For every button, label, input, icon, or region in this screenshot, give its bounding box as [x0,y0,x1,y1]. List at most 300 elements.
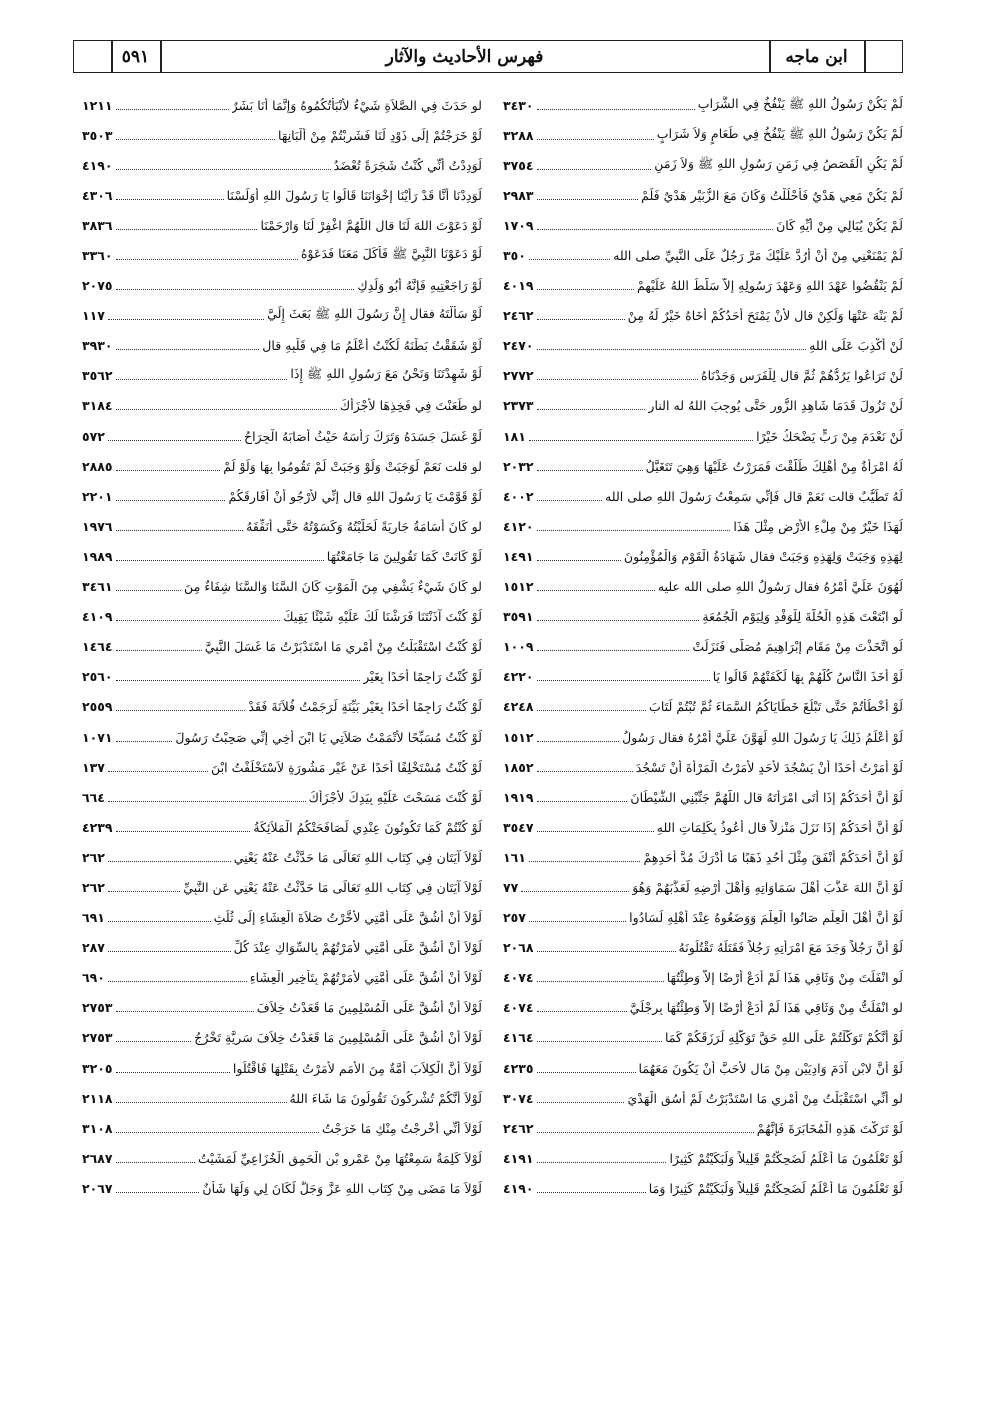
leader-dots [537,229,774,230]
index-entry [503,1173,903,1203]
entry-text: لَوْلاَ آيَتَانِ فِي كِتَابِ اللهِ تَعَالَى مَا حَدَّثْتُ عَنْهُ يَعْنِي عَنِ النَّبِيِّ [183,879,482,895]
hadith-number: ٢٨٧ [82,940,105,956]
index-entry [82,963,482,993]
leader-dots [537,379,698,380]
leader-dots [116,1072,230,1073]
entry-text: لَمْ يَكُنْ مَعِي هَدْيٌ فَأَحْلَلْتُ وَكَانَ مَعَ الزُّبَيْرِ هَدْيٌ فَلَمْ [641,187,903,203]
hadith-number: ٢٨٨٥ [82,458,113,474]
leader-dots [537,349,807,350]
hadith-number: ٤٣٠٦ [82,187,113,203]
hadith-number: ٢٦٨٧ [82,1150,113,1166]
hadith-number: ٣١٠٨ [82,1120,113,1136]
index-entry [82,1143,482,1173]
hadith-number: ٤١٦٤ [503,1030,534,1046]
index-entry [503,632,903,662]
index-entry [82,1173,482,1203]
entry-text: لَهَذَا خَيْرٌ مِنْ مِلْءِ الأَرْضِ مِثْلَ هَذَا [733,518,903,534]
index-entry [82,421,482,451]
index-entry [82,391,482,421]
leader-dots [537,500,603,501]
entry-text: لَوْلاَ أَنْ أَشُقَّ عَلَى الْمُسْلِمِينَ مَا قَعَدْتُ خِلاَفَ [256,1000,482,1016]
leader-dots [116,169,331,170]
index-entry [503,150,903,180]
entry-text: لَوْ أَنَّ رَجُلاً وَجَدَ مَعَ امْرَأَتِهِ رَجُلاً فَقَتَلَهُ تَقْتُلُونَهُ [678,940,903,956]
index-entry [503,180,903,210]
leader-dots [537,1041,662,1042]
hadith-number: ١٩٨٩ [82,548,113,564]
index-entry [82,331,482,361]
index-entry [503,782,903,812]
index-entry [503,391,903,421]
entry-text: لَوَدِدْتُ أَنِّي كُنْتُ شَجَرَةً تُعْضَدُ [333,157,482,173]
entry-text: لَوْ سَأَلْتَهُ فقال إِنَّ رَسُولَ اللهِ ﷺ بَعَثَ إِلَيَّ [267,306,482,322]
leader-dots [537,650,690,651]
index-entry [503,752,903,782]
hadith-number: ٢٢٠١ [82,488,113,504]
index-entry [503,993,903,1023]
index-entry [82,572,482,602]
leader-dots [537,801,628,802]
index-entry [503,722,903,752]
hadith-number: ٣٩٣٠ [82,338,113,354]
leader-dots [529,861,641,862]
hadith-number: ٥٧٢ [82,428,105,444]
page-header [73,40,903,73]
entry-text: لَوْلاَ أَنْ أَشُقَّ عَلَى أُمَّتِي لأَمَرْتُهُمْ بِالسِّوَاكِ عِنْدَ كُلِّ [233,940,482,956]
entry-text: لَوْ شَقَقْتُ بَطْنَهُ لَكُنْتُ أَعْلَمُ مَا فِي قَلْبِهِ قال [262,338,482,354]
entry-text: لَوْ أَنَّ أَحَدَكُمْ إِذَا أَتَى امْرَأَتَهُ قال اللَّهُمَّ جَنِّبْنِي الشَّيْطَانَ [630,789,903,805]
leader-dots [537,981,664,982]
entry-text: لَوْلاَ أَنْ أَشُقَّ عَلَى الْمُسْلِمِينَ مَا قَعَدْتُ خِلاَفَ سَرِيَّةٍ تَخْرُجُ [194,1030,482,1046]
hadith-number: ٣٥٠ [503,248,526,264]
leader-dots [537,620,700,621]
hadith-number: ٤٠٧٤ [503,970,534,986]
leader-dots [108,801,306,802]
index-entry [503,210,903,240]
index-entry [82,150,482,180]
hadith-number: ٣٥٦٢ [82,368,113,384]
index-entry [82,692,482,722]
entry-text: لَوْ كُنْتُمْ كَمَا تَكُونُونَ عِنْدِي لَصَافَحَتْكُمُ الْمَلاَئِكَةُ [253,819,482,835]
entry-text: لَهُوَنَ عَلَيَّ أَمْرُهُ فقال رَسُولُ اللهِ صلى الله عليه [657,579,903,595]
page-number: ٥٩١ [121,46,150,67]
hadith-number: ١٠٧١ [82,729,113,745]
index-entry [82,1113,482,1143]
hadith-number: ٣٤٣٠ [503,97,534,113]
entry-text: لَمْ يَنْقُضُوا عَهْدَ اللهِ وَعَهْدَ رَسُولِهِ إِلاَّ سَلَّطَ اللهُ عَلَيْهِمْ [636,278,903,294]
hadith-number: ٤١٠٩ [82,609,113,625]
index-entry [503,572,903,602]
entry-text: لَوْلاَ أَنَّ الْكِلاَبَ أُمَّةٌ مِنَ الأُمَمِ لأَمَرْتُ بِقَتْلِهَا فَاقْتُلُوا [232,1060,482,1076]
hadith-number: ٢٧٧٢ [503,368,534,384]
entry-text: لَمْ يَكُنْ رَسُولُ اللهِ ﷺ يَنْفُخُ فِي طَعَامٍ وَلاَ شَرَابٍ [656,125,903,141]
entry-text: لَوْ تَعْلَمُونَ مَا أَعْلَمُ لَضَحِكْتُمْ قَلِيلاً وَلَبَكَيْتُمْ كَثِيرًا [669,1150,903,1166]
entry-text: لَوْ تَعْلَمُونَ مَا أَعْلَمُ لَضَحِكْتُمْ قَلِيلاً وَلَبَكَيْتُمْ كَثِيرًا وَمَا [648,1180,903,1196]
entry-text: لَوْ رَاجَعْتِيهِ فَإِنَّهُ أَبُو وَلَدِكِ [357,278,482,294]
entry-text: لَنْ أَكْذِبَ عَلَى اللهِ [809,338,903,354]
leader-dots [116,1162,195,1163]
index-entry [503,331,903,361]
hadith-number: ٤٠٧٤ [503,1000,534,1016]
hadith-number: ٣٥٩١ [503,609,534,625]
entry-text: لَوْ كُنْتُ مُسَبِّحًا لأَتْمَمْتُ صَلاَتِي يَا ابْنَ أَخِي إِنِّي صَحِبْتُ رَسُولَ [175,729,482,745]
leader-dots [116,1102,287,1103]
leader-dots [537,1192,646,1193]
entry-text: لَوْ أَنَّ أَحَدَكُمْ أَنْفَقَ مِثْلَ أُحُدٍ ذَهَبًا مَا أَدْرَكَ مُدَّ أَحَدِهِمْ [643,849,903,865]
index-entry [503,120,903,150]
leader-dots [537,1072,636,1073]
hadith-number: ١٩١٩ [503,789,534,805]
entry-text: لِهَذِهِ وَجَبَتْ وَلِهَذِهِ وَجَبَتْ فقال شَهَادَةُ الْقَوْمِ وَالْمُؤْمِنُونَ [623,548,903,564]
hadith-number: ٤١٩٠ [503,1180,534,1196]
hadith-number: ٤٢٢٠ [503,669,534,685]
hadith-number: ٣٨٣٦ [82,217,113,233]
hadith-number: ٢٩٨٣ [503,187,534,203]
index-entry [503,933,903,963]
entry-text: لو أَنِّي اسْتَقْبَلْتُ مِنْ أَمْرِي مَا اسْتَدْبَرْتُ لَمْ أَسُقِ الْهَدْيَ [627,1090,903,1106]
entry-text: لَهُ امْرَأَةٌ مِنْ أَهْلِكَ طَلَّقْتَ فَمَرَرْتُ عَلَيْهَا وَهِيَ تَتَغَيَّلُ [645,458,903,474]
index-entry [82,301,482,331]
leader-dots [108,951,231,952]
leader-dots [537,771,633,772]
leader-dots [116,680,361,681]
entry-text: لَوْ دَعَوْنَا النَّبِيَّ ﷺ فَأَكَلَ مَعَنَا فَدَعَوْهُ [300,246,482,262]
hadith-number: ٢٠٣٢ [503,458,534,474]
leader-dots [108,440,241,441]
hadith-number: ٦٩١ [82,910,105,926]
index-entry [503,963,903,993]
hadith-number: ٣٢٨٨ [503,127,534,143]
index-entry [503,842,903,872]
entry-text: لَوْ كُنْتُ رَاجِمًا أَحَدًا بِغَيْرِ [363,669,482,685]
hadith-number: ٢٤٦٢ [503,1120,534,1136]
hadith-number: ٢٤٦٢ [503,308,534,324]
index-entry [82,632,482,662]
index-entry [82,90,482,120]
entry-text: لَوْ دَعَوْتَ اللهَ لَنَا قال اللَّهُمَّ اغْفِرْ لَنَا وَارْحَمْنَا [260,217,482,233]
left-column [82,90,482,1203]
leader-dots [116,650,202,651]
hadith-number: ٢٧٥٣ [82,1030,113,1046]
entry-text: لَوِ ابْتَعْتَ هَذِهِ الْحُلَّةَ لِلْوَفْدِ وَلِيَوْمِ الْجُمُعَةِ [702,609,903,625]
leader-dots [116,259,298,260]
index-entry [82,602,482,632]
index-entry [503,271,903,301]
hadith-number: ٣٤٦١ [82,579,113,595]
hadith-number: ٣٢٠٥ [82,1060,113,1076]
index-entry [503,451,903,481]
hadith-number: ٢٤٧٠ [503,338,534,354]
entry-text: لَمْ يَكُنْ رَسُولُ اللهِ ﷺ يَنْفُخُ فِي الشَّرَابِ [697,95,903,111]
hadith-number: ٢٣٧٣ [503,398,534,414]
leader-dots [537,1011,627,1012]
leader-dots [116,500,226,501]
entry-text: لَوْلاَ أَنْ أَشُقَّ عَلَى أُمَّتِي لأَخَّرْتُ صَلاَةَ الْعِشَاءِ إِلَى ثُلُثِ [213,910,482,926]
hadith-number: ٢٦٢ [82,879,105,895]
index-entry [82,1083,482,1113]
entry-text: لَوْ أَنَّ أَهْلَ الْعِلْمِ صَانُوا الْعِلْمَ وَوَضَعُوهُ عِنْدَ أَهْلِهِ لَسَادُوا [629,910,903,926]
entry-text: لَوَدِدْنَا أَنَّا قَدْ رَأَيْنَا إِخْوَانَنَا قَالُوا يَا رَسُولَ اللهِ أَوَلَسْنَا [226,187,482,203]
hadith-number: ١٥١٢ [503,729,534,745]
leader-dots [108,319,264,320]
hadith-number: ٢٥٧ [503,910,526,926]
hadith-number: ٧٧ [503,879,519,895]
leader-dots [108,891,180,892]
leader-dots [108,771,208,772]
entry-text: لَوْ أَنَّ أَحَدَكُمْ إِذَا نَزَلَ مَنْزِلاً قال أَعُوذُ بِكَلِمَاتِ اللهِ [656,819,903,835]
index-entry [503,602,903,632]
leader-dots [116,199,224,200]
entry-text: لَهُ تَطَيُّبٌ قالت نَعَمْ قال فَإِنِّي سَمِعْتُ رَسُولَ اللهِ صلى الله [605,488,903,504]
index-entry [82,511,482,541]
hadith-number: ٣٣٦٠ [82,248,113,264]
index-entry [503,812,903,842]
entry-text: لَوِ انْفَلَتَ مِنْ وَثَاقِي هَذَا لَمْ أَدَعْ أَرْضًا إِلاَّ وَطِئْتُهَا [666,970,903,986]
entry-text: لَوْ أَمَرْتُ أَحَدًا أَنْ يَسْجُدَ لأَحَدٍ لأَمَرْتُ الْمَرْأَةَ أَنْ تَسْجُدَ [635,759,903,775]
index-entry [82,180,482,210]
index-entry [82,541,482,571]
entry-text: لَوْلاَ أَنَّكُمْ تُشْرِكُونَ تَقُولُونَ مَا شَاءَ اللهُ [289,1090,482,1106]
leader-dots [537,1132,754,1133]
entry-text: لَوْ أَنَّ اللهَ عَذَّبَ أَهْلَ سَمَاوَاتِهِ وَأَهْلَ أَرْضِهِ لَعَذَّبَهُمْ وَهُوَ [632,879,903,895]
hadith-number: ٢٠٦٨ [503,940,534,956]
index-entry [82,662,482,692]
hadith-number: ٤١٩١ [503,1150,534,1166]
hadith-number: ١٣٧ [82,759,105,775]
entry-text: لو كَانَ أُسَامَةُ جَارِيَةً لَحَلَّيْتُهُ وَكَسَوْتُهُ حَتَّى أُنَفِّقَهُ [246,518,482,534]
leader-dots [537,289,634,290]
hadith-number: ٣٥٤٧ [503,819,534,835]
entry-text: لَوْ شَهِدْتَنَا وَنَحْنُ مَعَ رَسُولِ اللهِ ﷺ إِذَا [290,366,482,382]
header-divider [864,41,866,72]
hadith-number: ١٧٠٩ [503,217,534,233]
index-entry [82,903,482,933]
entry-text: لَوِ اتَّخَذْتَ مِنْ مَقَامِ إِبْرَاهِيمَ مُصَلًّى فَنَزَلَتْ [692,639,903,655]
leader-dots [537,409,646,410]
leader-dots [537,741,620,742]
hadith-number: ٢١١٨ [82,1090,113,1106]
entry-text: لو طَعَنْتَ فِي فَخِذِهَا لأَجْزَأَكَ [339,398,482,414]
leader-dots [529,921,626,922]
index-entry [82,1023,482,1053]
leader-dots [537,169,652,170]
leader-dots [537,710,647,711]
hadith-number: ٤٢٣٥ [503,1060,534,1076]
hadith-number: ١٠٠٩ [503,639,534,655]
index-entry [82,240,482,270]
entry-text: لَمْ يَنْهَ عَنْهَا وَلَكِنْ قال لأَنْ يَمْنَحَ أَحَدُكُمْ أَخَاهُ خَيْرٌ لَهُ مِنْ [627,308,903,324]
hadith-number: ٣٧٥٤ [503,157,534,173]
leader-dots [116,109,229,110]
leader-dots [116,710,246,711]
index-entry [503,541,903,571]
index-entry [82,812,482,842]
hadith-number: ١١٧ [82,308,105,324]
leader-dots [116,229,258,230]
leader-dots [537,109,695,110]
entry-text: لَوْ كُنْتَ مَسَحْتَ عَلَيْهِ بِيَدِكَ لأَجْزَأَكَ [308,789,482,805]
entry-text: لَوْلاَ أَنِّي أُخْرِجْتُ مِنْكِ مَا خَرَجْتُ [321,1120,482,1136]
index-entry [503,301,903,331]
leader-dots [116,1041,192,1042]
right-column [503,90,903,1203]
entry-text: لَوْ أَخَذَ النَّاسُ كُلُّهُمْ بِهَا لَكَفَتْهُمْ قَالُوا يَا [712,669,903,685]
entry-text: لَوْ غَسَلَ جَسَدَهُ وَتَرَكَ رَأْسَهُ حَيْثُ أَصَابَهُ الْجِرَاحُ [243,428,482,444]
index-entry [82,933,482,963]
leader-dots [537,530,731,531]
entry-text: لو انْفَلَتُّ مِنْ وَثَاقِي هَذَا لَمْ أَدَعْ أَرْضًا إِلاَّ وَطِئْتُهَا بِرِجْلَيَّ [629,1000,903,1016]
index-entry [503,1113,903,1143]
entry-text: لَوْلاَ كَلِمَةٌ سَمِعْتُهَا مِنْ عَمْرِو بْنِ الْحَمِقِ الْخُزَاعِيِّ لَمَشَيْتُ [197,1150,482,1166]
index-entry [503,90,903,120]
hadith-number: ٦٩٠ [82,970,105,986]
entry-text: لَوْلاَ آيَتَانِ فِي كِتَابِ اللهِ تَعَالَى مَا حَدَّثْتُ عَنْهُ يَعْنِي [233,849,482,865]
hadith-number: ١٩٧٦ [82,518,113,534]
entry-text: لَوْ كَانَتْ كَمَا تَقُولِينَ مَا جَامَعْتُهَا [326,548,482,564]
index-entry [503,1143,903,1173]
index-entry [82,842,482,872]
leader-dots [537,319,625,320]
hadith-number: ٤١٩٠ [82,157,113,173]
leader-dots [116,1132,319,1133]
index-entry [503,1053,903,1083]
index-entry [503,1083,903,1113]
leader-dots [116,349,260,350]
leader-dots [116,379,288,380]
leader-dots [529,259,610,260]
entry-text: لَوْ كُنْتُ رَاجِمًا أَحَدًا بِغَيْرِ بَيِّنَةٍ لَرَجَمْتُ فُلاَنَةَ فَقَدْ [248,699,482,715]
entry-text: لَوْ أَخْطَأْتُمْ حَتَّى تَبْلُغَ خَطَايَاكُمُ السَّمَاءَ ثُمَّ تُبْتُمْ لَتَابَ [649,699,903,715]
leader-dots [537,1102,625,1103]
hadith-number: ١٨٥٢ [503,759,534,775]
hadith-number: ٤٢٤٨ [503,699,534,715]
leader-dots [116,831,251,832]
hadith-number: ٤٢٣٩ [82,819,113,835]
index-entry [503,692,903,722]
hadith-number: ٢٠٧٥ [82,278,113,294]
hadith-number: ٣٠٧٤ [503,1090,534,1106]
leader-dots [116,1011,254,1012]
leader-dots [537,951,676,952]
hadith-number: ٣٥٠٣ [82,127,113,143]
index-entry [503,662,903,692]
hadith-number: ١٤٦٤ [82,639,113,655]
entry-text: لَنْ نَعْدَمَ مِنْ رَبٍّ يَضْحَكُ خَيْرًا [756,428,903,444]
entry-text: لَمْ يَمْنَعْنِي مِنْ أَنْ أَرُدَّ عَلَيْكَ مَرَّ رَجُلٌ عَلَى النَّبِيِّ صلى الله [613,248,903,264]
hadith-number: ١٦١ [503,849,526,865]
leader-dots [521,891,629,892]
index-entry [82,210,482,240]
leader-dots [529,440,753,441]
index-entry [503,240,903,270]
entry-text: لَنْ تَزُولَ قَدَمَا شَاهِدِ الزُّورِ حَتَّى يُوجِبَ اللهُ له النار [648,398,903,414]
entry-text: لَمْ يَكُنِ الْقَصَصُ فِي زَمَنِ رَسُولِ اللهِ ﷺ وَلاَ زَمَنِ [654,155,903,171]
leader-dots [108,861,231,862]
hadith-number: ٦٦٤ [82,789,105,805]
leader-dots [116,470,221,471]
index-entry [503,421,903,451]
leader-dots [537,1162,667,1163]
leader-dots [116,1192,200,1193]
leader-dots [537,590,655,591]
leader-dots [108,921,211,922]
hadith-number: ١٨١ [503,428,526,444]
index-entry [503,872,903,902]
leader-dots [537,560,621,561]
entry-text: لَوْ كُنْتُ مُسْتَخْلِفًا أَحَدًا عَنْ غَيْرِ مَشُورَةٍ لاَسْتَخْلَفْتُ ابْنَ [211,759,482,775]
leader-dots [116,409,337,410]
index-title: فهرس الأحاديث والآثار [385,46,544,67]
entry-text: لَوْ خَرَجْتُمْ إِلَى ذَوْدٍ لَنَا فَشَرِبْتُمْ مِنْ أَلْبَانِهَا [277,127,482,143]
leader-dots [537,139,654,140]
index-entry [82,271,482,301]
hadith-number: ٣١٨٤ [82,398,113,414]
leader-dots [116,620,281,621]
leader-dots [537,470,643,471]
index-entry [503,903,903,933]
hadith-number: ٢٥٥٩ [82,699,113,715]
entry-text: لَوْ تَرَكْتَ هَذِهِ الْمُخَابَرَةَ فَإِنَّهُمْ [756,1120,903,1136]
leader-dots [537,680,710,681]
index-entry [82,481,482,511]
leader-dots [116,139,275,140]
index-entry [82,752,482,782]
hadith-number: ٢٥٦٠ [82,669,113,685]
book-name: ابن ماجه [785,46,848,67]
hadith-number: ١٢١١ [82,97,113,113]
hadith-number: ٤٠٠٢ [503,488,534,504]
hadith-number: ٤٠١٩ [503,278,534,294]
entry-text: لَوْ قَوَّمْتَ يَا رَسُولَ اللهِ قال إِنِّي لأَرْجُو أَنْ أُفَارِقَكُمْ [228,488,482,504]
leader-dots [537,199,639,200]
entry-text: لَوْ أَعْلَمُ ذَلِكَ يَا رَسُولَ اللهِ لَهَوَّنَ عَلَيَّ أَمْرُهُ فقال رَسُولُ [622,729,903,745]
leader-dots [116,590,182,591]
index-entry [503,511,903,541]
entry-text: لو قلت نَعَمْ لَوَجَبَتْ وَلَوْ وَجَبَتْ لَمْ تَقُومُوا بِهَا وَلَوْ لَمْ [223,458,482,474]
leader-dots [116,560,324,561]
index-entry [82,782,482,812]
hadith-number: ٢٦٢ [82,849,105,865]
index-entry [82,120,482,150]
entry-text: لَوْ أَنَّكُمْ تَوَكَّلْتُمْ عَلَى اللهِ حَقَّ تَوَكُّلِهِ لَرَزَقَكُمْ كَمَا [664,1030,903,1046]
leader-dots [116,530,244,531]
index-entry [82,722,482,752]
entry-text: لَوْ كُنْتُ اسْتَقْبَلْتُ مِنْ أَمْرِي مَا اسْتَدْبَرْتُ مَا غَسَلَ النَّبِيَّ [204,639,482,655]
index-entry [82,361,482,391]
entry-text: لو كَانَ شَيْءٌ يَشْفِي مِنَ الْمَوْتِ كَانَ السَّنَا وَالسَّنَا شِفَاءٌ مِنَ [184,579,482,595]
index-entry [82,1053,482,1083]
index-entry [82,872,482,902]
entry-text: لَنْ تَرَاعُوا يَرُدُّهُمْ ثُمَّ قال لِلْفَرَسِ وَجَدْنَاهُ [700,368,903,384]
hadith-number: ١٥١٢ [503,579,534,595]
hadith-number: ١٤٩١ [503,548,534,564]
entry-text: لَوْ أَنَّ لابْنِ آدَمَ وَادِيَيْنِ مِنْ مَالٍ لأَحَبَّ أَنْ يَكُونَ مَعَهُمَا [638,1060,903,1076]
index-entry [503,361,903,391]
leader-dots [116,741,173,742]
entry-text: لَمْ يَكُنْ يُبَالِي مِنْ أَيِّهِ كَانَ [776,217,903,233]
entry-text: لَوْلاَ مَا مَضَى مِنْ كِتَابِ اللهِ عَزَّ وَجَلَّ لَكَانَ لِي وَلَهَا شَأْنٌ [202,1180,482,1196]
leader-dots [116,289,355,290]
entry-text: لو حَدَثَ فِي الصَّلاَةِ شَيْءٌ لأَنْبَأْتُكُمُوهُ وَإِنَّمَا أَنَا بَشَرٌ [231,97,482,113]
hadith-number: ٢٧٥٣ [82,1000,113,1016]
index-entry [82,451,482,481]
hadith-number: ٢٠٦٧ [82,1180,113,1196]
leader-dots [108,981,247,982]
entry-text: لَوْ كُنْتَ آذَنْتَنَا فَرَشْنَا لَكَ عَلَيْهِ شَيْئًا يَقِيكَ [283,609,482,625]
hadith-number: ٤١٢٠ [503,518,534,534]
index-entry [503,481,903,511]
entry-text: لَوْلاَ أَنْ أَشُقَّ عَلَى أُمَّتِي لأَمَرْتُهُمْ بِتَأْخِيرِ الْعِشَاءِ [249,970,482,986]
